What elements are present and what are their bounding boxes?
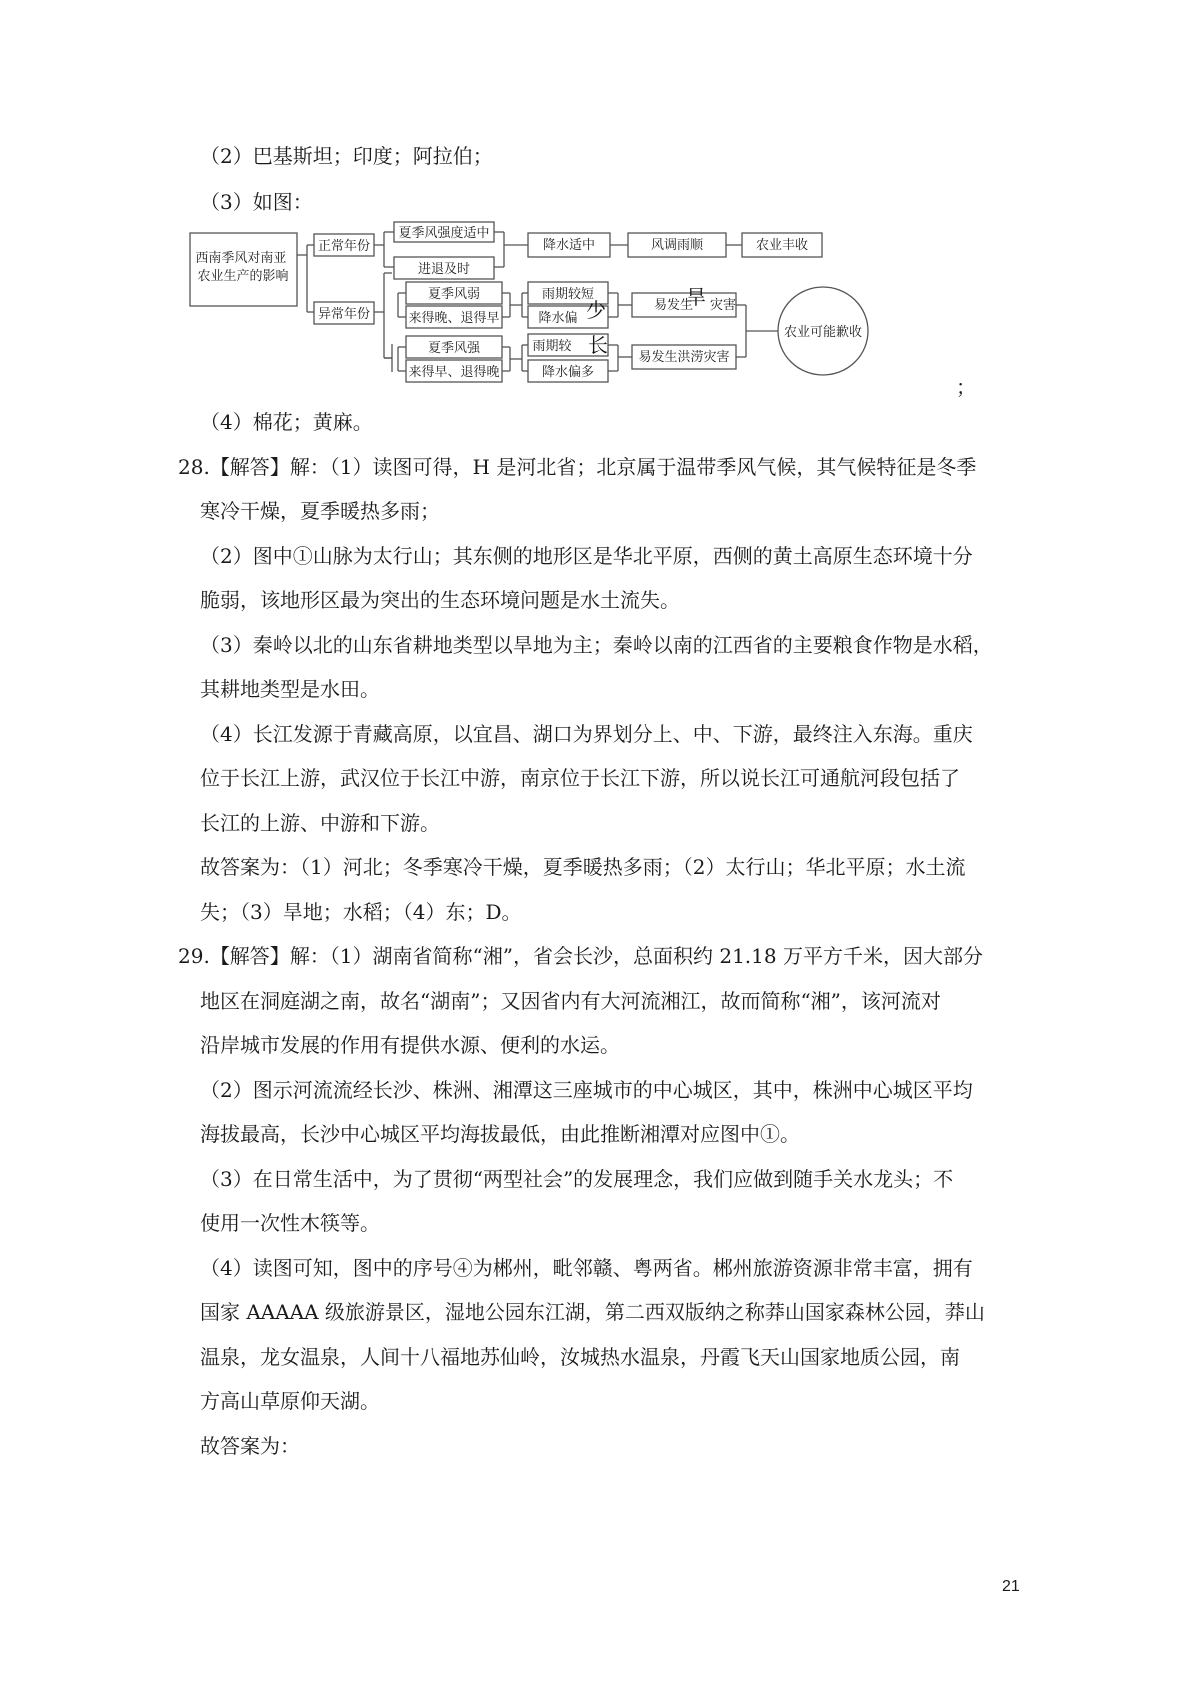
answer-line: 沿岸城市发展的作用有提供水源、便利的水运。	[200, 1033, 620, 1057]
answer-line: 故答案为：	[200, 1434, 300, 1458]
diagram-node-label: 降水适中	[542, 238, 596, 253]
answer-line: 海拔最高，长沙中心城区平均海拔最低，由此推断湘潭对应图中①。	[200, 1122, 800, 1146]
diagram-normal-label: 正常年份	[317, 239, 371, 254]
answer-text: 解：（1）读图可得，H 是河北省；北京属于温带季风气候，其气候特征是冬季	[289, 455, 977, 479]
answer-line: 使用一次性木筷等。	[200, 1211, 380, 1235]
diagram-node-label: 夏季风弱	[427, 287, 481, 302]
diagram-node-label: 降水偏多	[541, 365, 595, 380]
answer-line: 方高山草原仰天湖。	[200, 1389, 380, 1413]
answer-line: （2）图示河流流经长沙、株洲、湘潭这三座城市的中心城区，其中，株洲中心城区平均	[200, 1078, 973, 1102]
diagram-node-label: 夏季风强度适中	[398, 226, 490, 241]
page-number: 21	[1002, 1578, 1020, 1595]
diagram-fill-less: 少	[586, 298, 606, 322]
answer-line: （4）长江发源于青藏高原，以宜昌、湖口为界划分上、中、下游，最终注入东海。重庆	[200, 722, 973, 746]
monsoon-flow-diagram	[195, 226, 906, 390]
diagram-fill-drought: 旱	[686, 285, 706, 309]
diagram-result-label: 农业可能歉收	[783, 325, 863, 340]
answer-line: （4）棉花；黄麻。	[200, 410, 373, 434]
answer-line: 温泉，龙女温泉，人间十八福地苏仙岭，汝城热水温泉，丹霞飞天山国家地质公园，南	[200, 1345, 960, 1369]
answer-line: （3）如图：	[200, 190, 313, 214]
answer-line: （4）读图可知，图中的序号④为郴州，毗邻赣、粤两省。郴州旅游资源非常丰富，拥有	[200, 1256, 973, 1280]
question-28-line	[178, 454, 976, 480]
diagram-node-label: 风调雨顺	[650, 238, 704, 253]
answer-line: 故答案为：（1）河北；冬季寒冷干燥，夏季暖热多雨；（2）太行山；华北平原；水土流	[200, 855, 966, 879]
answer-text: 解：（1）湖南省简称“湘”，省会长沙，总面积约 21.18 万平方千米，因大部分	[289, 944, 983, 968]
question-29-line	[178, 943, 983, 969]
diagram-node-label: 雨期较	[532, 339, 572, 354]
diagram-semicolon: ；	[956, 375, 976, 399]
diagram-node-label: 雨期较短	[541, 287, 595, 302]
answer-line: 寒冷干燥，夏季暖热多雨；	[200, 499, 440, 523]
answer-line: 地区在洞庭湖之南，故名“湖南”；又因省内有大河流湘江，故而简称“湘”，该河流对	[200, 989, 941, 1013]
answer-line: 脆弱，该地形区最为突出的生态环境问题是水土流失。	[200, 588, 680, 612]
diagram-abnormal-label: 异常年份	[317, 307, 371, 322]
diagram-node-label: 农业丰收	[755, 238, 809, 253]
diagram-node-label: 来得晚、退得早	[408, 311, 500, 326]
diagram-node-label: 进退及时	[417, 262, 471, 277]
answer-line: 国家 AAAAA 级旅游景区，湿地公园东江湖，第二西双版纳之称莽山国家森林公园，莽山	[200, 1300, 985, 1324]
diagram-fill-long: 长	[588, 333, 608, 357]
diagram-node-label: 灾害	[710, 298, 737, 313]
answer-line: （3）在日常生活中，为了贯彻“两型社会”的发展理念，我们应做到随手关水龙头；不	[200, 1167, 954, 1191]
answer-line: 位于长江上游，武汉位于长江中游，南京位于长江下游，所以说长江可通航河段包括了	[200, 766, 960, 790]
diagram-root-text-line2: 农业生产的影响	[197, 269, 289, 284]
answer-line: 其耕地类型是水田。	[200, 677, 380, 701]
diagram-node-label: 来得早、退得晚	[408, 365, 500, 380]
answer-line: （2）巴基斯坦；印度；阿拉伯；	[200, 144, 493, 168]
question-number: 28.	[178, 455, 210, 479]
diagram-node-label: 易发生洪涝灾害	[638, 350, 730, 365]
answer-line: 失；（3）旱地；水稻；（4）东；D。	[200, 900, 522, 924]
answer-line: （2）图中①山脉为太行山；其东侧的地形区是华北平原，西侧的黄土高原生态环境十分	[200, 544, 973, 568]
diagram-node-label: 降水偏	[538, 311, 578, 326]
answer-line: （3）秦岭以北的山东省耕地类型以旱地为主；秦岭以南的江西省的主要粮食作物是水稻，	[200, 633, 993, 657]
answer-tag: 【解答】	[209, 944, 290, 968]
diagram-root-text: 西南季风对南亚	[195, 251, 287, 266]
answer-line: 长江的上游、中游和下游。	[200, 811, 440, 835]
diagram-node-label: 易发生	[654, 298, 694, 313]
question-number: 29.	[178, 944, 210, 968]
diagram-node-label: 夏季风强	[427, 341, 481, 356]
answer-tag: 【解答】	[209, 455, 290, 479]
